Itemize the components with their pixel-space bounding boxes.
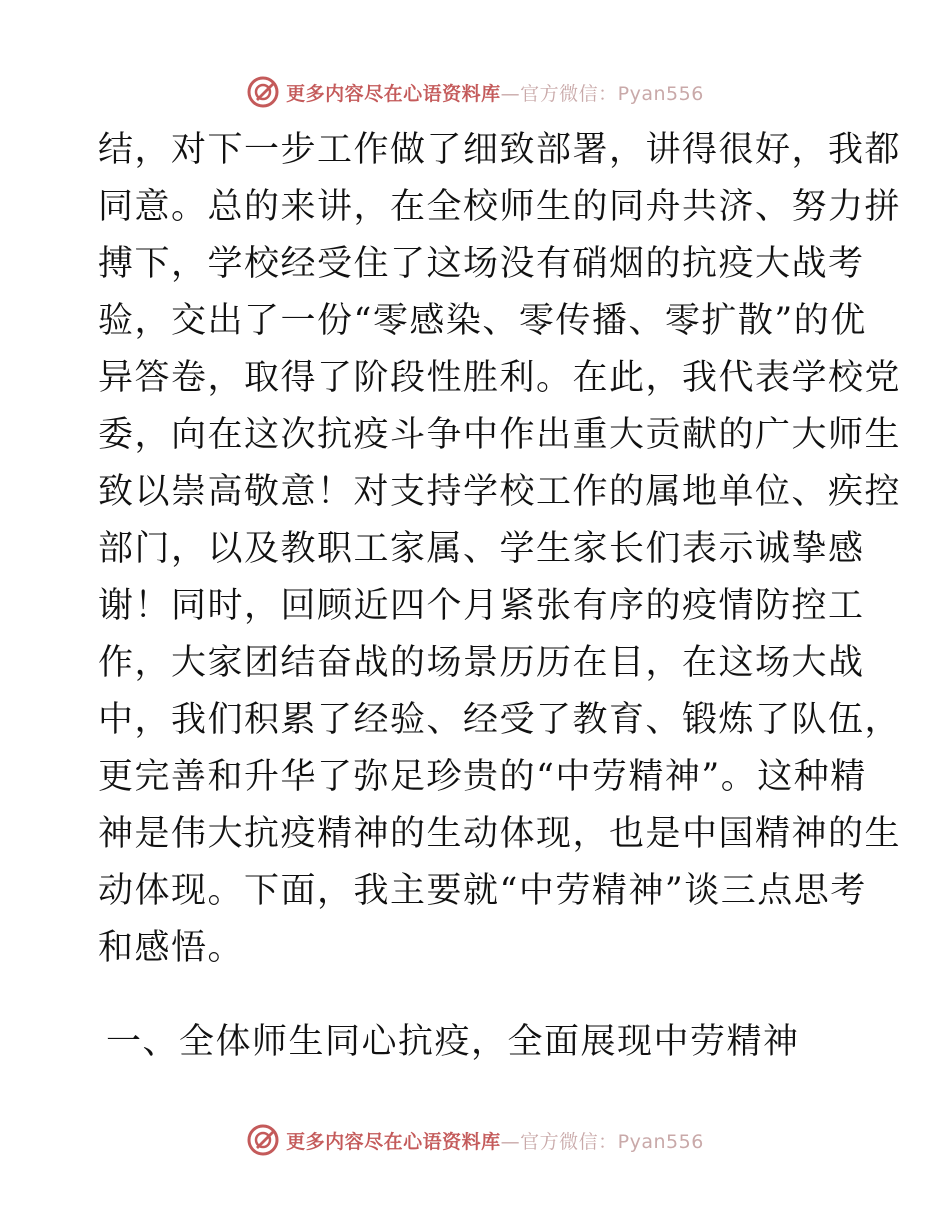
paragraph-line: 中，我们积累了经验、经受了教育、锻炼了队伍，: [98, 700, 902, 740]
paragraph-line: 验，交出了一份“零感染、零传播、零扩散”的优: [98, 301, 867, 341]
paragraph-line: 神是伟大抗疫精神的生动体现，也是中国精神的生: [98, 814, 902, 854]
watermark-text: [286, 79, 704, 106]
paragraph-line: 更完善和升华了弥足珍贵的“中劳精神”。这种精: [98, 757, 867, 797]
watermark-text: [286, 1127, 704, 1154]
footer-watermark: [0, 1120, 950, 1160]
watermark-emphasis: 更多内容尽在心语资料库: [286, 82, 501, 105]
watermark-rest: —官方微信：Pyan556: [500, 1130, 704, 1153]
logo-icon: [246, 1123, 280, 1157]
paragraph-line: 结，对下一步工作做了细致部署，讲得很好，我都: [98, 130, 902, 170]
paragraph-line: 同意。总的来讲，在全校师生的同舟共济、努力拼: [98, 187, 902, 227]
header-watermark: [0, 72, 950, 112]
paragraph-line: 和感悟。: [98, 928, 245, 968]
document-body: [98, 122, 902, 977]
section-heading: 一、全体师生同心抗疫，全面展现中劳精神: [106, 1022, 800, 1062]
paragraph-line: 动体现。下面，我主要就“中劳精神”谈三点思考: [98, 871, 867, 911]
paragraph-line: 致以崇高敬意！对支持学校工作的属地单位、疾控: [98, 472, 902, 512]
paragraph-line: 作，大家团结奋战的场景历历在目，在这场大战: [98, 643, 865, 683]
paragraph-line: 谢！同时，回顾近四个月紧张有序的疫情防控工: [98, 586, 865, 626]
paragraph-line: 部门，以及教职工家属、学生家长们表示诚挚感: [98, 529, 865, 569]
paragraph-line: 异答卷，取得了阶段性胜利。在此，我代表学校党: [98, 358, 902, 398]
paragraph-line: 搏下，学校经受住了这场没有硝烟的抗疫大战考: [98, 244, 865, 284]
watermark-rest: —官方微信：Pyan556: [500, 82, 704, 105]
paragraph-line: 委，向在这次抗疫斗争中作出重大贡献的广大师生: [98, 415, 902, 455]
watermark-emphasis: 更多内容尽在心语资料库: [286, 1130, 501, 1153]
logo-icon: [246, 75, 280, 109]
